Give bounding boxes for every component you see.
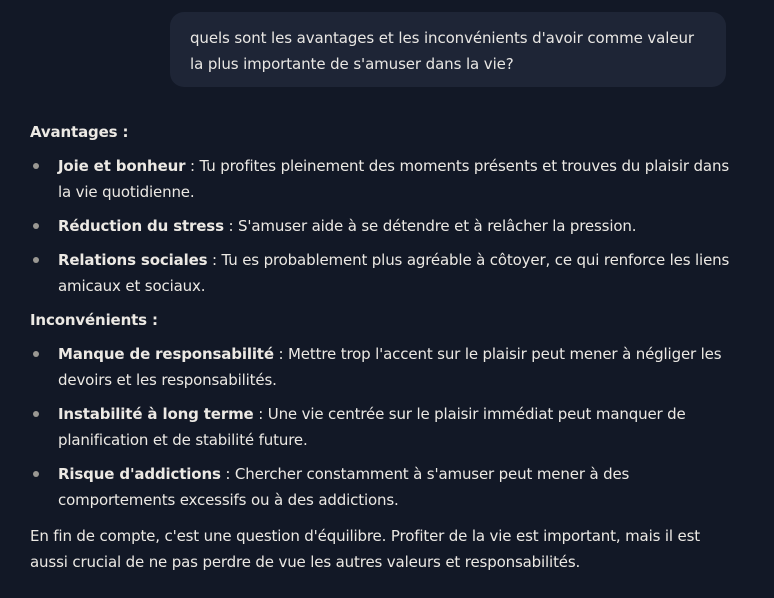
item-term: Manque de responsabilité <box>58 345 274 363</box>
list-item <box>30 461 742 513</box>
user-message-text: quels sont les avantages et les inconvénients d'avoir comme valeur la plus importante de s'amuser dans la vie? <box>190 29 694 73</box>
section-title-advantages: Avantages : <box>30 123 129 141</box>
assistant-answer <box>30 119 742 575</box>
list-item <box>30 401 742 453</box>
bullet-dot-icon <box>33 351 39 357</box>
item-text: : Mettre trop l'accent sur le plaisir peut mener à négliger les devoirs et les responsabilités. <box>58 345 722 389</box>
section-title-disadvantages: Inconvénients : <box>30 311 158 329</box>
item-term: Joie et bonheur <box>58 157 186 175</box>
list-item <box>30 213 742 239</box>
list-item <box>30 247 742 299</box>
bullet-dot-icon <box>33 163 39 169</box>
item-term: Relations sociales <box>58 251 208 269</box>
item-text: : Une vie centrée sur le plaisir immédiat peut manquer de planification et de stabilité future. <box>58 405 686 449</box>
item-term: Risque d'addictions <box>58 465 221 483</box>
item-text: : S'amuser aide à se détendre et à relâcher la pression. <box>223 217 637 235</box>
bullet-dot-icon <box>33 471 39 477</box>
item-text: : Tu es probablement plus agréable à côtoyer, ce qui renforce les liens amicaux et sociaux. <box>58 251 730 295</box>
disadvantages-list <box>30 341 742 513</box>
list-item <box>30 341 742 393</box>
item-text: : Chercher constamment à s'amuser peut mener à des comportements excessifs ou à des addictions. <box>58 465 630 509</box>
bullet-dot-icon <box>33 411 39 417</box>
item-text: : Tu profites pleinement des moments présents et trouves du plaisir dans la vie quotidienne. <box>58 157 729 201</box>
conclusion-paragraph: En fin de compte, c'est une question d'équilibre. Profiter de la vie est important, mais il est aussi crucial de ne pas perdre de vue les autres valeurs et responsabilités. <box>30 527 701 571</box>
list-item <box>30 153 742 205</box>
bullet-dot-icon <box>33 257 39 263</box>
item-term: Instabilité à long terme <box>58 405 254 423</box>
advantages-list <box>30 153 742 299</box>
item-term: Réduction du stress <box>58 217 224 235</box>
user-message-bubble <box>170 12 726 87</box>
bullet-dot-icon <box>33 223 39 229</box>
